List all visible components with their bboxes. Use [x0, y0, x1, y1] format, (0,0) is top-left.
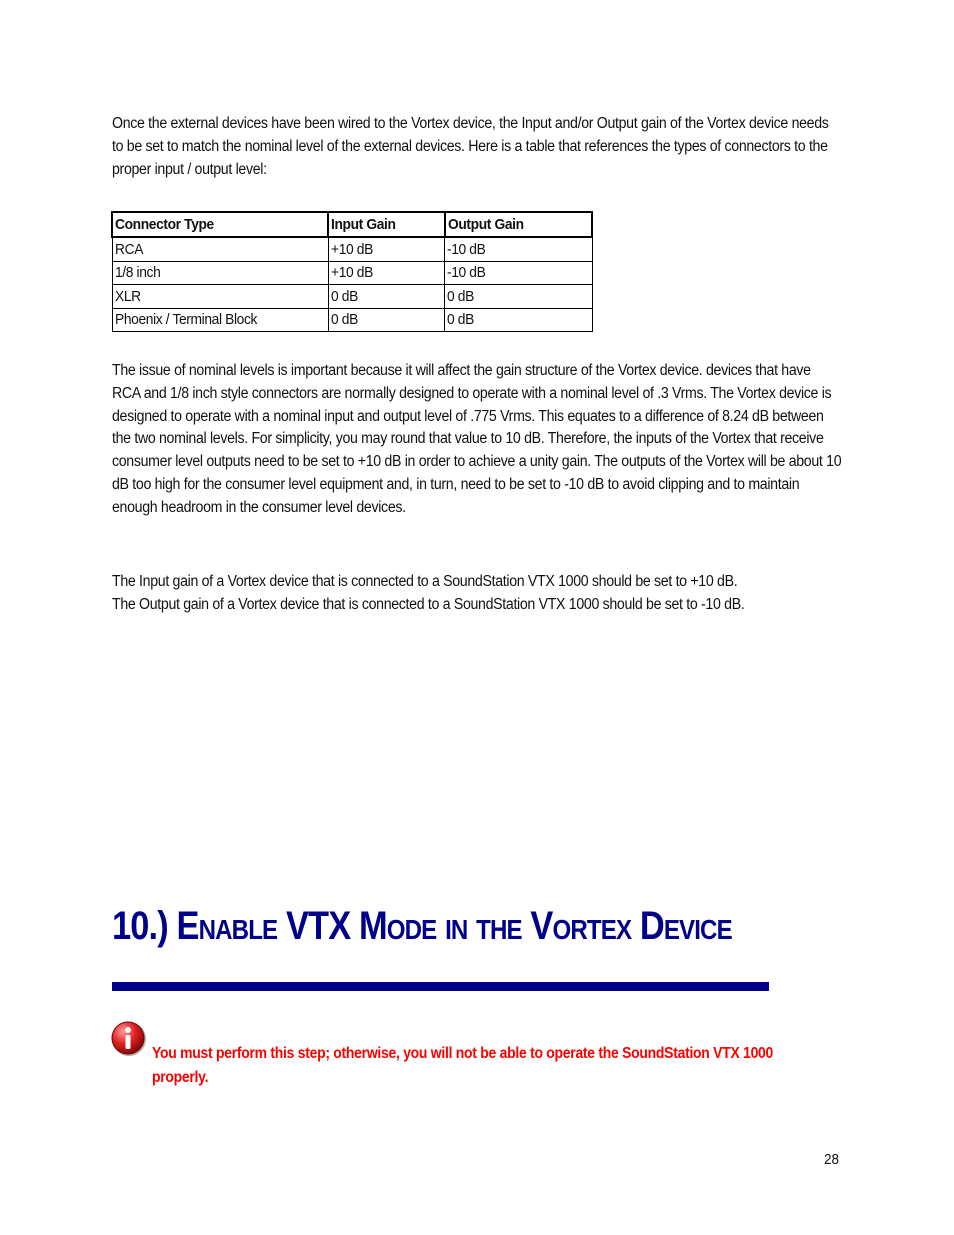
intro-paragraph: Once the external devices have been wired to the Vortex device, the Input and/or Output gain of the Vortex device needs to be set to match the nominal level of the external devices. Here is a table that references the types of connectors to the proper input / output level: — [112, 115, 829, 178]
section-heading: 10.) Enable VTX Mode in the Vortex Device — [112, 904, 732, 948]
cell-output-gain: 0 dB — [445, 285, 592, 309]
cell-connector: Phoenix / Terminal Block — [112, 308, 328, 332]
connector-gain-table — [111, 211, 593, 332]
warning-message: You must perform this step; otherwise, you will not be able to operate the SoundStation VTX 1000 properly. — [152, 1045, 774, 1086]
heading-divider — [112, 982, 769, 991]
header-connector-type: Connector Type — [112, 212, 328, 237]
cell-connector: 1/8 inch — [112, 261, 328, 285]
table-row — [112, 308, 592, 332]
cell-input-gain: 0 dB — [328, 308, 444, 332]
table-row — [112, 237, 592, 261]
output-gain-line: The Output gain of a Vortex device that is connected to a SoundStation VTX 1000 should be set to -10 dB. — [112, 595, 745, 613]
table-row — [112, 261, 592, 285]
table-header-row — [112, 212, 592, 237]
cell-connector: XLR — [112, 285, 328, 309]
cell-input-gain: 0 dB — [328, 285, 444, 309]
cell-input-gain: +10 dB — [328, 237, 444, 261]
info-icon — [110, 1020, 150, 1060]
table-row — [112, 285, 592, 309]
cell-output-gain: -10 dB — [445, 261, 592, 285]
page-number: 28 — [824, 1151, 840, 1168]
cell-output-gain: -10 dB — [445, 237, 592, 261]
cell-input-gain: +10 dB — [328, 261, 444, 285]
cell-output-gain: 0 dB — [445, 308, 592, 332]
header-input-gain: Input Gain — [328, 212, 444, 237]
input-gain-line: The Input gain of a Vortex device that is connected to a SoundStation VTX 1000 should be set to +10 dB. — [112, 573, 738, 590]
nominal-levels-paragraph: The issue of nominal levels is important because it will affect the gain structure of the Vortex device. devices that have RCA and 1/8 inch style connectors are normally designed to operate with a nominal level of .3 Vrms. The Vortex device is designed to operate with a nominal input and output level of .775 Vrms. This equates to a difference of 8.24 dB between the two nominal levels. For simplicity, you may round that value to 10 dB. Therefore, the inputs of the Vortex that receive consumer level outputs need to be set to +10 dB in order to achieve a unity gain. The outputs of the Vortex will be about 10 dB too high for the consumer level equipment and, in turn, need to be set to -10 dB to avoid clipping and to maintain enough headroom in the consumer level devices. — [112, 362, 842, 516]
cell-connector: RCA — [112, 237, 328, 261]
gain-settings-paragraph — [112, 571, 842, 617]
header-output-gain: Output Gain — [445, 212, 592, 237]
